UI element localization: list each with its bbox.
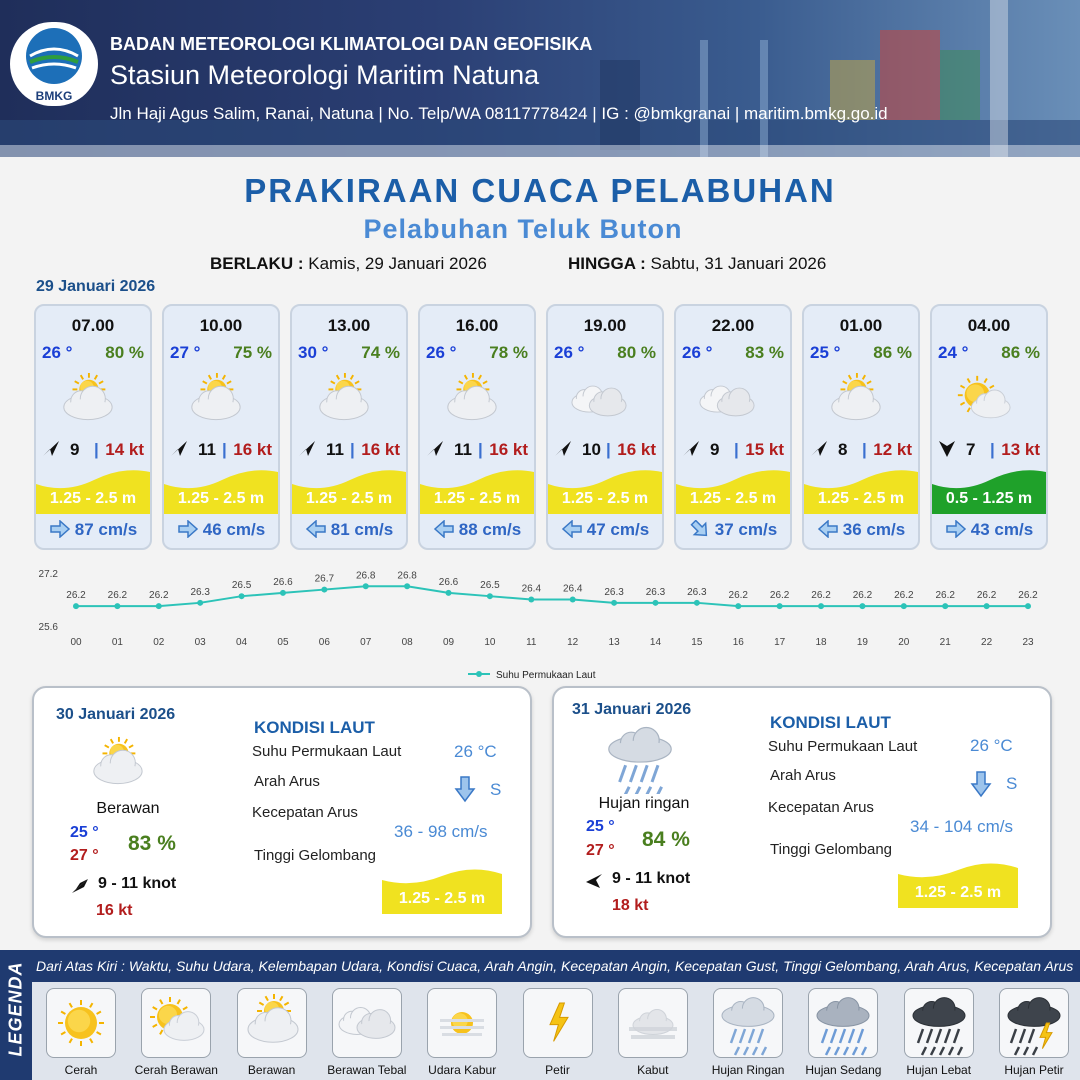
legend-label: Suhu Permukaan Laut (496, 670, 596, 681)
day2-humidity: 83 % (128, 832, 176, 855)
berawan-icon (186, 372, 258, 430)
humidity: 75 % (233, 343, 272, 362)
legend-item (332, 988, 402, 1058)
current-speed: 36 cm/s (842, 520, 906, 539)
day3-temp-min: 25 ° (586, 818, 615, 835)
data-label: 26.8 (356, 570, 376, 582)
legend-item-label: Kabut (637, 1063, 669, 1077)
header-banner (0, 0, 1080, 157)
contact-info: Jln Haji Agus Salim, Ranai, Natuna | No. Telp/WA 08117778424 | IG : @bmkgranai | maritim.bmkg.go.id (110, 104, 888, 123)
data-label: 26.2 (976, 590, 997, 602)
current-direction-icon (305, 520, 331, 539)
day2-wave: 1.25 - 2.5 m (398, 890, 486, 907)
current-direction-icon (945, 520, 971, 539)
arrow-down-icon (454, 775, 476, 803)
forecast-time: 01.00 (839, 316, 883, 335)
data-point (818, 603, 824, 609)
day3-temp-max: 27 ° (586, 842, 615, 859)
data-label: 26.3 (645, 586, 666, 598)
data-label: 26.4 (562, 583, 583, 595)
data-label: 26.3 (687, 586, 707, 598)
hujan-lebat-icon (905, 989, 973, 1057)
wave-height: 1.25 - 2.5 m (817, 490, 905, 507)
data-point (487, 593, 493, 599)
day3-arah-label: Arah Arus (770, 767, 836, 784)
x-tick-label: 15 (691, 637, 703, 648)
day3-gust: 18 kt (612, 897, 649, 914)
udara-kabur-icon (428, 989, 496, 1057)
current-speed: 87 cm/s (74, 520, 138, 539)
x-tick-label: 06 (318, 637, 330, 648)
humidity: 74 % (361, 343, 400, 362)
wind-direction-icon (938, 439, 956, 457)
current-speed: 88 cm/s (458, 520, 522, 539)
legend-item (618, 988, 688, 1058)
data-label: 26.5 (480, 580, 500, 592)
page-title: PRAKIRAAN CUACA PELABUHAN (244, 172, 836, 209)
day2-arah-label: Arah Arus (254, 773, 320, 790)
current (292, 520, 406, 540)
data-label: 26.2 (1018, 590, 1038, 602)
hujan-petir-icon (1000, 989, 1068, 1057)
separator: | (478, 440, 483, 459)
air-temperature: 27 ° (170, 343, 201, 362)
data-label: 26.6 (438, 576, 459, 588)
data-point (114, 603, 120, 609)
wave-height: 1.25 - 2.5 m (49, 490, 137, 507)
x-tick-label: 00 (70, 637, 82, 648)
wind-direction-icon (584, 870, 604, 890)
x-tick-label: 14 (649, 637, 662, 648)
hourly-card (802, 304, 920, 550)
current (676, 520, 790, 540)
x-tick-label: 08 (401, 637, 413, 648)
wind-direction-icon (682, 439, 700, 457)
wind-direction-icon (70, 875, 90, 895)
x-tick-label: 05 (277, 637, 289, 648)
data-label: 26.2 (66, 590, 86, 602)
legend-item (904, 988, 974, 1058)
data-point (404, 583, 410, 589)
legend-item-label: Hujan Sedang (805, 1063, 882, 1077)
wind-speed: 11 (198, 440, 216, 459)
wind-speed: 11 (326, 440, 344, 459)
separator: | (734, 440, 739, 459)
data-point (652, 600, 658, 606)
petir-icon (524, 989, 592, 1057)
data-point (942, 603, 948, 609)
berawan-icon (238, 989, 306, 1057)
legend-item-label: Hujan Petir (1004, 1063, 1064, 1077)
station-name: Stasiun Meteorologi Maritim Natuna (110, 60, 540, 90)
validity-from (210, 254, 487, 274)
wave-height: 1.25 - 2.5 m (433, 490, 521, 507)
x-tick-label: 16 (732, 637, 744, 648)
gust-speed: 13 kt (1001, 440, 1040, 459)
data-point (859, 603, 865, 609)
day2-temp-min: 25 ° (70, 824, 99, 841)
legend-item-label: Udara Kabur (428, 1063, 497, 1077)
forecast-time: 10.00 (199, 316, 243, 335)
y-tick-label: 27.2 (38, 569, 58, 580)
hourly-card (930, 304, 1048, 550)
validity-to-label: HINGGA : (568, 254, 646, 273)
data-point (73, 603, 79, 609)
wind-direction-icon (298, 439, 316, 457)
gust-speed: 16 kt (617, 440, 656, 459)
svg-text:BMKG: BMKG (35, 89, 73, 103)
wave-height: 1.25 - 2.5 m (305, 490, 393, 507)
legend-item-label: Berawan (247, 1063, 296, 1077)
separator: | (606, 440, 611, 459)
current-speed: 37 cm/s (714, 520, 778, 539)
gust-speed: 15 kt (745, 440, 784, 459)
current (164, 520, 278, 540)
data-point (1025, 603, 1031, 609)
data-point (528, 597, 534, 603)
day2-kec: 36 - 98 cm/s (394, 822, 488, 841)
berawan-tebal-icon (333, 989, 401, 1057)
data-point (363, 583, 369, 589)
legend-item (808, 988, 878, 1058)
legend-item (999, 988, 1069, 1058)
hujan-sedang-icon (809, 989, 877, 1057)
data-label: 26.2 (149, 590, 169, 602)
x-tick-label: 12 (567, 637, 579, 648)
x-tick-label: 03 (194, 637, 206, 648)
wave-height: 1.25 - 2.5 m (689, 490, 777, 507)
berawan-tebal-icon (570, 372, 642, 430)
humidity: 80 % (617, 343, 656, 362)
berawan-tebal-icon (698, 372, 770, 430)
current-speed: 43 cm/s (970, 520, 1034, 539)
berawan-icon (442, 372, 514, 430)
day3-humidity: 84 % (642, 828, 690, 851)
day2-arah: S (490, 780, 502, 799)
separator: | (350, 440, 355, 459)
day3-sst-label: Suhu Permukaan Laut (768, 738, 918, 755)
air-temperature: 25 ° (810, 343, 841, 362)
wind-speed: 9 (710, 440, 720, 459)
x-tick-label: 22 (981, 637, 993, 648)
x-tick-label: 01 (111, 637, 123, 648)
x-tick-label: 02 (153, 637, 165, 648)
legend-title: LEGENDA (5, 961, 26, 1057)
current-speed: 46 cm/s (202, 520, 266, 539)
validity-to-value: Sabtu, 31 Januari 2026 (650, 254, 827, 273)
day3-condition: Hujan ringan (598, 795, 690, 812)
air-temperature: 24 ° (938, 343, 969, 362)
day3-wind: 9 - 11 knot (612, 870, 691, 887)
separator: | (990, 440, 995, 459)
data-point (570, 597, 576, 603)
legend-description: Dari Atas Kiri : Waktu, Suhu Udara, Kelembapan Udara, Kondisi Cuaca, Arah Angin, Kecepatan Angin, Kecepatan Gust, Tinggi Gelombang, Arah Arus, Kecepatan Arus (36, 958, 1074, 974)
humidity: 86 % (1001, 343, 1040, 362)
validity-from-value: Kamis, 29 Januari 2026 (308, 254, 487, 273)
wave-height: 0.5 - 1.25 m (945, 490, 1033, 507)
current (804, 520, 918, 540)
data-point (694, 600, 700, 606)
x-tick-label: 20 (898, 637, 910, 648)
day3-sst: 26 °C (970, 736, 1013, 755)
data-point (446, 590, 452, 596)
sst-line-chart (28, 560, 1058, 685)
legend-item-label: Hujan Ringan (711, 1063, 785, 1077)
data-label: 26.7 (314, 573, 335, 585)
data-label: 26.5 (231, 580, 252, 592)
separator: | (94, 440, 99, 459)
arrow-down-icon (970, 770, 992, 798)
x-tick-label: 18 (815, 637, 827, 648)
x-tick-label: 11 (526, 637, 537, 648)
y-tick-label: 25.6 (38, 622, 58, 633)
berawan-icon (826, 372, 898, 430)
gust-speed: 16 kt (489, 440, 528, 459)
hourly-card (546, 304, 664, 550)
air-temperature: 30 ° (298, 343, 329, 362)
data-point (156, 603, 162, 609)
data-point (280, 590, 286, 596)
berawan-icon (88, 736, 158, 794)
berawan-icon (314, 372, 386, 430)
day3-kondisi-title: KONDISI LAUT (770, 713, 891, 732)
current (420, 520, 534, 540)
data-label: 26.2 (894, 590, 914, 602)
legend-item-label: Petir (545, 1063, 570, 1077)
data-label: 26.2 (107, 590, 128, 602)
kabut-icon (619, 989, 687, 1057)
cerah-berawan-icon (142, 989, 210, 1057)
current-speed: 81 cm/s (330, 520, 394, 539)
air-temperature: 26 ° (42, 343, 73, 362)
legend-item (523, 988, 593, 1058)
humidity: 78 % (489, 343, 528, 362)
forecast-time: 16.00 (455, 316, 499, 335)
cerah-icon (47, 989, 115, 1057)
day3-kec: 34 - 104 cm/s (910, 817, 1013, 836)
day2-date: 30 Januari 2026 (56, 706, 176, 723)
data-point (901, 603, 907, 609)
wind-speed: 9 (70, 440, 80, 459)
wind-direction-icon (42, 439, 60, 457)
legend-item-label: Cerah Berawan (134, 1063, 218, 1077)
x-tick-label: 09 (442, 637, 455, 648)
x-tick-label: 04 (236, 637, 248, 648)
bmkg-logo (10, 22, 98, 106)
current-direction-icon (177, 520, 203, 539)
page-subtitle: Pelabuhan Teluk Buton (363, 214, 683, 244)
day2-wind: 9 - 11 knot (98, 875, 177, 892)
day3-gel-label: Tinggi Gelombang (770, 841, 893, 858)
data-label: 26.2 (728, 590, 748, 602)
day3-date: 31 Januari 2026 (572, 701, 692, 718)
data-label: 26.3 (190, 586, 210, 598)
day2-gust: 16 kt (96, 902, 133, 919)
day2-sst: 26 °C (454, 742, 497, 761)
x-tick-label: 07 (360, 637, 372, 648)
legend-item-label: Berawan Tebal (327, 1063, 407, 1077)
hourly-card (418, 304, 536, 550)
wind-direction-icon (554, 439, 572, 457)
gust-speed: 12 kt (873, 440, 912, 459)
data-label: 26.3 (604, 586, 624, 598)
data-point (777, 603, 783, 609)
day2-kondisi-title: KONDISI LAUT (254, 718, 375, 737)
x-tick-label: 23 (1022, 637, 1034, 648)
hourly-card (290, 304, 408, 550)
wind-direction-icon (426, 439, 444, 457)
data-point (735, 603, 741, 609)
day3-wave: 1.25 - 2.5 m (914, 884, 1002, 901)
legend-item (427, 988, 497, 1058)
wind-direction-icon (810, 439, 828, 457)
forecast-time: 13.00 (327, 316, 371, 335)
humidity: 80 % (105, 343, 144, 362)
data-point (239, 593, 245, 599)
data-label: 26.2 (769, 590, 790, 602)
day2-condition: Berawan (96, 800, 160, 817)
current-direction-icon (49, 520, 75, 539)
data-label: 26.4 (521, 583, 542, 595)
wind-speed: 11 (454, 440, 472, 459)
air-temperature: 26 ° (426, 343, 457, 362)
validity-from-label: BERLAKU : (210, 254, 304, 273)
hujan-ringan-icon (604, 722, 676, 794)
gust-speed: 14 kt (105, 440, 144, 459)
forecast-time: 22.00 (711, 316, 755, 335)
current (36, 520, 150, 540)
data-point (611, 600, 617, 606)
legend-item (237, 988, 307, 1058)
org-name: BADAN METEOROLOGI KLIMATOLOGI DAN GEOFISIKA (110, 34, 593, 54)
day2-sst-label: Suhu Permukaan Laut (252, 743, 402, 760)
x-tick-label: 10 (484, 637, 496, 648)
hujan-ringan-icon (714, 989, 782, 1057)
legend-item (46, 988, 116, 1058)
day2-temp-max: 27 ° (70, 847, 99, 864)
current-direction-icon (561, 520, 587, 539)
legend-marker (476, 671, 482, 677)
day3-kec-label: Kecepatan Arus (768, 799, 874, 816)
current-speed: 47 cm/s (586, 520, 650, 539)
hourly-card (34, 304, 152, 550)
hourly-card (674, 304, 792, 550)
legend-item (141, 988, 211, 1058)
data-point (984, 603, 990, 609)
data-label: 26.2 (811, 590, 831, 602)
data-point (321, 587, 327, 593)
current (548, 520, 662, 540)
gust-speed: 16 kt (361, 440, 400, 459)
day3-arah: S (1006, 774, 1018, 793)
day2-gel-label: Tinggi Gelombang (254, 847, 377, 864)
legend-item-label: Hujan Lebat (906, 1063, 972, 1077)
gust-speed: 16 kt (233, 440, 272, 459)
data-label: 26.2 (935, 590, 955, 602)
current-direction-icon (817, 520, 843, 539)
legend-item (713, 988, 783, 1058)
current-direction-icon (689, 520, 715, 539)
humidity: 83 % (745, 343, 784, 362)
humidity: 86 % (873, 343, 912, 362)
wave-height: 1.25 - 2.5 m (561, 490, 649, 507)
wind-speed: 8 (838, 440, 848, 459)
wind-speed: 7 (966, 440, 976, 459)
data-label: 26.8 (397, 570, 417, 582)
separator: | (862, 440, 867, 459)
x-tick-label: 19 (856, 637, 868, 648)
data-label: 26.2 (852, 590, 873, 602)
x-tick-label: 13 (608, 637, 620, 648)
air-temperature: 26 ° (554, 343, 585, 362)
cerah-berawan-icon (954, 372, 1026, 430)
x-tick-label: 17 (774, 637, 786, 648)
day1-date: 29 Januari 2026 (36, 278, 156, 295)
wave-height: 1.25 - 2.5 m (177, 490, 265, 507)
hourly-card (162, 304, 280, 550)
x-tick-label: 21 (939, 637, 951, 648)
separator: | (222, 440, 227, 459)
forecast-time: 19.00 (583, 316, 627, 335)
forecast-time: 04.00 (967, 316, 1011, 335)
validity-to (568, 254, 826, 274)
forecast-time: 07.00 (71, 316, 115, 335)
berawan-icon (58, 372, 130, 430)
wind-direction-icon (170, 439, 188, 457)
current-direction-icon (433, 520, 459, 539)
day2-kec-label: Kecepatan Arus (252, 804, 358, 821)
air-temperature: 26 ° (682, 343, 713, 362)
data-point (197, 600, 203, 606)
legend-item-label: Cerah (64, 1063, 98, 1077)
series-line (76, 583, 1028, 606)
data-label: 26.6 (273, 576, 293, 588)
wind-speed: 10 (582, 440, 601, 459)
current (932, 520, 1046, 540)
